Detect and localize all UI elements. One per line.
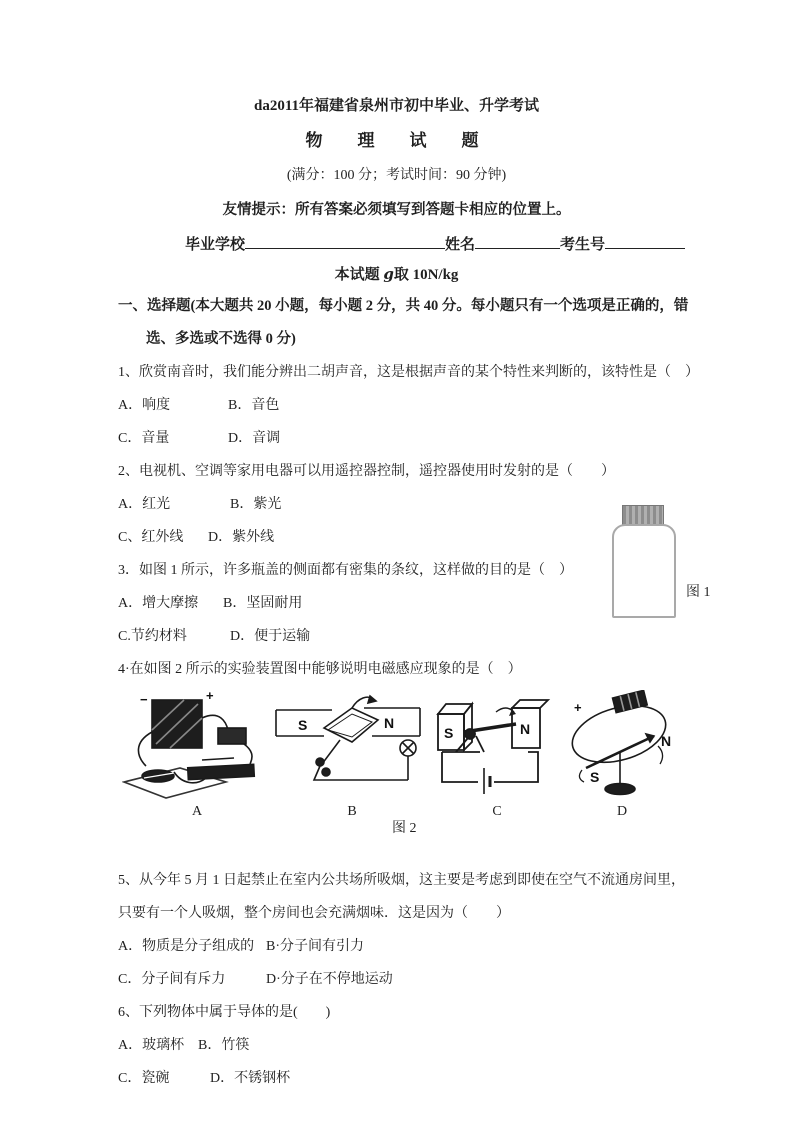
figure-2 — [122, 690, 793, 820]
option-c: C．瓷碗 — [118, 1071, 170, 1086]
diagram-d-label: D — [616, 804, 628, 819]
section-heading-line2: 选、多选或不选得 0 分) — [146, 331, 296, 347]
option-c: C.节约材料 — [118, 629, 187, 644]
option-d: D．便于运输 — [230, 629, 311, 644]
option-b: B．竹筷 — [198, 1038, 250, 1053]
candidate-info-line — [185, 232, 793, 254]
diagram-a-label: A — [191, 804, 203, 819]
option-c: C．分子间有斥力 — [118, 972, 226, 987]
examinee-blank-field — [605, 232, 685, 249]
examinee-field-label: 考生号 — [560, 237, 606, 253]
south-pole-label: S — [444, 725, 454, 741]
plus-mark: + — [574, 700, 582, 715]
question-5-stem-line2: 只要有一个人吸烟，整个房间也会充满烟味．这是因为（ ） — [118, 906, 510, 921]
diagram-b-label: B — [347, 804, 357, 819]
option-a: A．红光 — [118, 497, 171, 512]
diagram-c — [432, 690, 562, 820]
question-1-options-ab — [118, 389, 723, 422]
option-a: A．响度 — [118, 398, 171, 413]
option-b: B．音色 — [228, 398, 280, 413]
minus-mark: − — [140, 692, 148, 707]
magnets-rod-battery-icon — [432, 690, 552, 802]
option-c: C、红外线 — [118, 530, 184, 545]
north-pole-label: N — [520, 721, 531, 737]
option-b: B．紫光 — [230, 497, 282, 512]
question-body — [0, 290, 793, 1095]
school-blank-field — [245, 232, 445, 249]
diagram-c-label: C — [492, 804, 502, 819]
question-4-stem: 4·在如图 2 所示的实验装置图中能够说明电磁感应现象的是（ ） — [118, 662, 522, 677]
question-1-options-cd — [118, 422, 723, 455]
question-2-stem: 2、电视机、空调等家用电器可以用遥控器控制，遥控器使用时发射的是（ ） — [118, 464, 615, 479]
question-5-options-ab — [118, 930, 723, 963]
option-c: C．音量 — [118, 431, 170, 446]
score-time-line: (满分：100 分；考试时间：90 分钟) — [286, 168, 507, 183]
diagram-a — [122, 690, 272, 820]
option-d: D．音调 — [228, 431, 281, 446]
option-a: A．增大摩擦 — [118, 596, 199, 611]
option-a: A．玻璃杯 — [118, 1038, 185, 1053]
option-d: D．不锈钢杯 — [210, 1071, 291, 1086]
question-3-options-cd — [118, 620, 723, 653]
notice-line: 友情提示：所有答案必须填写到答题卡相应的位置上。 — [222, 202, 571, 218]
question-6-options-cd — [118, 1062, 723, 1095]
question-6-options-ab — [118, 1029, 723, 1062]
g-note-prefix: 本试题 — [334, 267, 384, 283]
exam-title: da2011年福建省泉州市初中毕业、升学考试 — [253, 98, 540, 114]
name-field-label: 姓名 — [445, 237, 476, 253]
diagram-b — [272, 690, 432, 820]
question-1-stem: 1、欣赏南音时，我们能分辨出二胡声音，这是根据声音的某个特性来判断的，该特性是（ ） — [118, 365, 699, 380]
option-d: D．紫外线 — [208, 530, 275, 545]
g-value-note — [0, 263, 793, 284]
south-pole-label: S — [298, 717, 308, 733]
plus-mark: + — [206, 690, 214, 703]
bottle-body-icon — [612, 524, 676, 618]
name-blank-field — [475, 232, 560, 249]
question-6-stem: 6、下列物体中属于导体的是( ) — [118, 1005, 331, 1020]
battery-coil-board-rheostat-icon — [122, 690, 267, 802]
g-symbol: g — [383, 265, 394, 283]
north-pole-label: N — [384, 715, 395, 731]
north-pole-label: N — [661, 733, 672, 749]
magnet-coil-lamp-icon — [272, 690, 424, 802]
wire-loop-compass-stand-icon — [562, 690, 677, 802]
diagram-d — [562, 690, 682, 820]
south-pole-label: S — [590, 769, 600, 785]
option-b: B．坚固耐用 — [223, 596, 303, 611]
option-b: B·分子间有引力 — [266, 939, 364, 954]
paper-title: 物 理 试 题 — [305, 131, 488, 150]
figure-1-caption: 图 1 — [686, 585, 711, 600]
question-5-stem-line1: 5、从今年 5 月 1 日起禁止在室内公共场所吸烟，这主要是考虑到即使在空气不流通房间里， — [118, 873, 685, 888]
g-note-suffix: 取 10N/kg — [393, 267, 459, 283]
school-field-label: 毕业学校 — [185, 237, 246, 253]
question-5-options-cd — [118, 963, 723, 996]
option-d: D·分子在不停地运动 — [266, 972, 393, 987]
question-3-stem: 3．如图 1 所示，许多瓶盖的侧面都有密集的条纹，这样做的目的是（ ） — [118, 563, 573, 578]
option-a: A．物质是分子组成的 — [118, 939, 255, 954]
figure-2-caption: 图 2 — [392, 821, 417, 836]
section-heading-line1: 一、选择题(本大题共 20 小题，每小题 2 分，共 40 分。每小题只有一个选项是正确的，错 — [118, 298, 689, 314]
